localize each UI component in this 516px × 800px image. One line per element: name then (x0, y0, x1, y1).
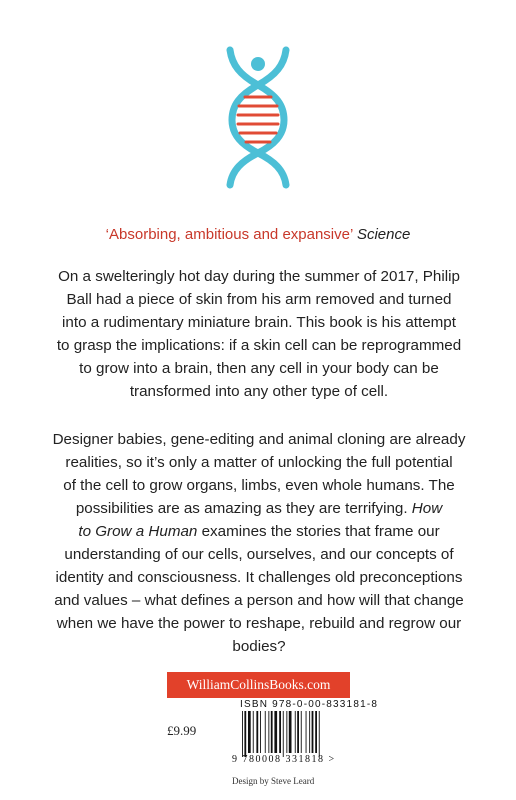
book-title-part: How (411, 500, 443, 517)
isbn-text: ISBN 978-0-00-833181-8 (240, 699, 379, 710)
blurb-line: Ball had a piece of skin from his arm removed and turned (66, 291, 452, 308)
blurb-line: identity and consciousness. It challenges old preconceptions (55, 569, 463, 586)
blurb-line: Designer babies, gene-editing and animal cloning are already (52, 431, 466, 448)
price: £9.99 (167, 723, 197, 738)
blurb-line: when we have the power to reshape, rebuild and regrow our (56, 615, 462, 632)
blurb-line: and values – what defines a person and how will that change (54, 592, 464, 609)
blurb-line: into a rudimentary miniature brain. This book is his attempt (62, 314, 456, 331)
quote-text: ‘Absorbing, ambitious and expansive’ (105, 226, 353, 243)
design-credit: Design by Steve Leard (232, 776, 315, 786)
blurb-line: of the cell to grow organs, limbs, even whole humans. The (63, 477, 455, 494)
blurb-text: examines the stories that frame our (201, 523, 440, 540)
blurb-line: to grasp the implications: if a skin cell can be reprogrammed (56, 337, 462, 354)
blurb-line (34, 497, 484, 520)
blurb-paragraph-2 (34, 428, 484, 658)
publisher-website-banner: WilliamCollinsBooks.com (167, 672, 350, 698)
blurb-line (34, 520, 484, 543)
blurb-line: On a swelteringly hot day during the summer of 2017, Philip (58, 268, 460, 285)
book-title-part: to Grow a Human (78, 523, 198, 540)
blurb-text: possibilities are as amazing as they are terrifying. (75, 500, 408, 517)
blurb-line: understanding of our cells, ourselves, and our concepts of (64, 546, 454, 563)
review-quote (0, 226, 516, 243)
blurb-line: realities, so it’s only a matter of unlocking the full potential (65, 454, 453, 471)
dna-figure-icon (218, 40, 298, 190)
quote-source: Science (356, 226, 411, 243)
barcode-digits: 9 780008 331818 > (232, 754, 336, 765)
blurb-line: bodies? (232, 638, 286, 655)
blurb-line: to grow into a brain, then any cell in your body can be (79, 360, 439, 377)
blurb-line: transformed into any other type of cell. (129, 383, 389, 400)
blurb-paragraph-1 (34, 265, 484, 403)
